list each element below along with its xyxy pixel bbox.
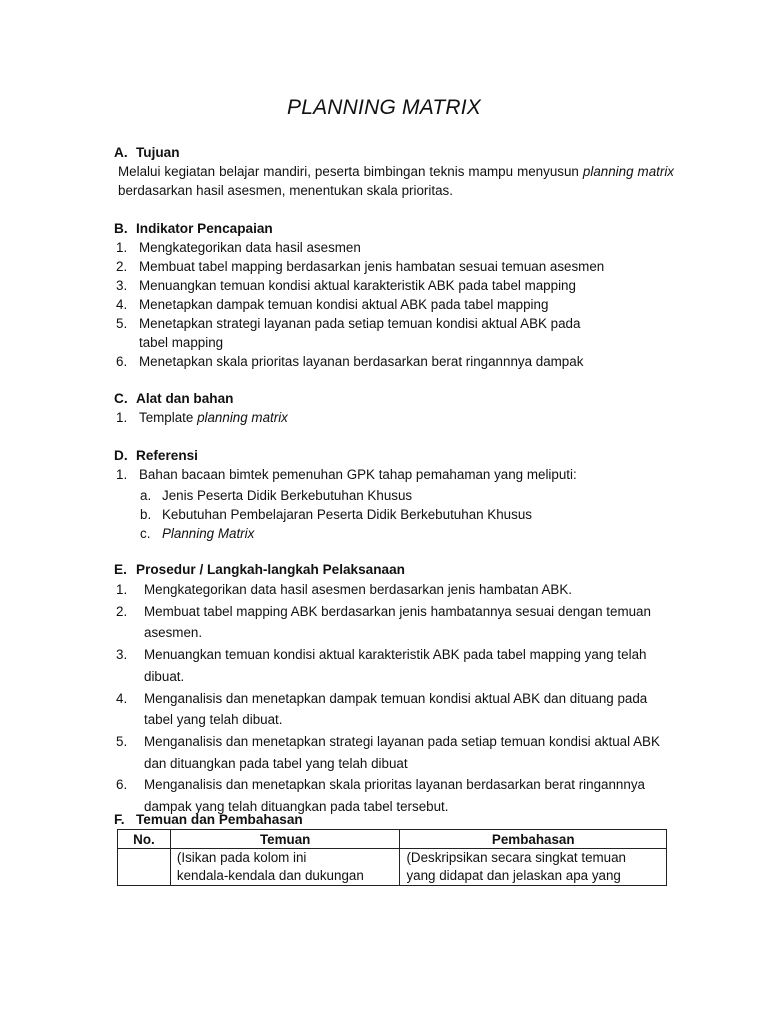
item-text-continued: dampak yang telah dituangkan pada tabel tersebut. bbox=[144, 799, 449, 815]
section-c bbox=[114, 391, 674, 427]
item-text: Membuat tabel mapping berdasarkan jenis hambatan sesuai temuan asesmen bbox=[139, 259, 605, 274]
item-text-continued: dan dituangkan pada tabel yang telah dibuat bbox=[144, 755, 408, 771]
reference-sub-list bbox=[114, 486, 674, 543]
column-header-temuan: Temuan bbox=[170, 830, 400, 849]
section-e-heading bbox=[114, 562, 674, 577]
section-f-title: Temuan dan Pembahasan bbox=[136, 812, 303, 827]
column-header-no: No. bbox=[118, 830, 171, 849]
section-c-heading bbox=[114, 391, 674, 406]
table-header-row bbox=[118, 830, 667, 849]
item-number: 3. bbox=[116, 647, 128, 663]
list-item bbox=[114, 486, 674, 505]
item-text: Planning Matrix bbox=[162, 526, 255, 541]
list-item bbox=[114, 644, 674, 687]
item-number: 1. bbox=[116, 410, 128, 425]
cell-text: (Isikan pada kolom ini bbox=[176, 850, 307, 865]
item-text: Mengkategorikan data hasil asesmen berdasarkan jenis hambatan ABK. bbox=[144, 582, 573, 597]
list-item bbox=[114, 601, 674, 644]
findings-table bbox=[117, 829, 667, 886]
item-text-continued: asesmen. bbox=[144, 625, 203, 641]
list-item bbox=[114, 505, 674, 524]
list-item bbox=[114, 688, 674, 731]
cell-text: (Deskripsikan secara singkat temuan bbox=[406, 850, 627, 865]
item-number: 5. bbox=[116, 316, 128, 331]
item-letter: b. bbox=[140, 507, 152, 522]
section-b-letter: B. bbox=[114, 221, 128, 236]
cell-temuan[interactable] bbox=[170, 849, 400, 886]
item-number: 2. bbox=[116, 259, 128, 274]
item-text: Mengkategorikan data hasil asesmen bbox=[139, 240, 361, 255]
list-item bbox=[114, 465, 674, 484]
section-d-heading bbox=[114, 448, 674, 463]
item-text: Menganalisis dan menetapkan skala prioritas layanan berdasarkan berat ringannnya bbox=[144, 777, 645, 793]
item-number: 6. bbox=[116, 354, 128, 369]
list-item bbox=[114, 408, 674, 427]
item-text: Template bbox=[139, 410, 198, 425]
paragraph-text-end: berdasarkan hasil asesmen, menentukan skala prioritas. bbox=[118, 183, 453, 198]
list-item bbox=[114, 731, 674, 774]
indicator-list bbox=[114, 238, 674, 371]
paragraph-text: Melalui kegiatan belajar mandiri, peserta bimbingan teknis mampu menyusun bbox=[118, 164, 583, 179]
item-letter: c. bbox=[140, 526, 151, 541]
cell-text: yang didapat dan jelaskan apa yang bbox=[406, 868, 621, 883]
list-item bbox=[114, 238, 674, 257]
list-item bbox=[114, 257, 674, 276]
item-number: 6. bbox=[116, 777, 128, 793]
section-e bbox=[114, 562, 674, 818]
reference-list bbox=[114, 465, 674, 484]
paragraph-italic-term: planning matrix bbox=[582, 164, 674, 179]
cell-text: kendala-kendala dan dukungan bbox=[176, 868, 364, 883]
section-d bbox=[114, 448, 674, 543]
section-c-title: Alat dan bahan bbox=[136, 391, 234, 406]
section-b-title: Indikator Pencapaian bbox=[136, 221, 273, 236]
item-number: 1. bbox=[116, 467, 128, 482]
item-text-continued: dibuat. bbox=[144, 668, 185, 684]
item-text: Menuangkan temuan kondisi aktual karakteristik ABK pada tabel mapping bbox=[139, 278, 576, 293]
section-b-heading bbox=[114, 221, 674, 236]
item-letter: a. bbox=[140, 488, 152, 503]
cell-pembahasan[interactable] bbox=[400, 849, 667, 886]
section-e-letter: E. bbox=[114, 562, 127, 577]
section-a-letter: A. bbox=[114, 145, 128, 160]
item-text: Menganalisis dan menetapkan strategi layanan pada setiap temuan kondisi aktual ABK bbox=[144, 733, 660, 749]
item-text: Menetapkan strategi layanan pada setiap temuan kondisi aktual ABK pada bbox=[139, 316, 581, 331]
item-text: Menuangkan temuan kondisi aktual karakteristik ABK pada tabel mapping yang telah bbox=[144, 647, 647, 663]
procedure-list bbox=[114, 579, 674, 818]
section-a-paragraph bbox=[118, 162, 674, 200]
section-a bbox=[114, 145, 674, 200]
section-b bbox=[114, 221, 674, 371]
item-text: Kebutuhan Pembelajaran Peserta Didik Berkebutuhan Khusus bbox=[162, 507, 532, 522]
cell-no[interactable] bbox=[118, 849, 171, 886]
item-text: Menetapkan skala prioritas layanan berdasarkan berat ringannnya dampak bbox=[139, 354, 584, 369]
item-text: Menganalisis dan menetapkan dampak temuan kondisi aktual ABK dan dituang pada bbox=[144, 690, 648, 706]
list-item bbox=[114, 314, 674, 352]
section-c-letter: C. bbox=[114, 391, 128, 406]
column-header-pembahasan: Pembahasan bbox=[400, 830, 667, 849]
list-item bbox=[114, 524, 674, 543]
list-item bbox=[114, 276, 674, 295]
item-number: 4. bbox=[116, 297, 128, 312]
section-d-title: Referensi bbox=[136, 448, 198, 463]
item-text: Jenis Peserta Didik Berkebutuhan Khusus bbox=[162, 488, 413, 503]
section-e-title: Prosedur / Langkah-langkah Pelaksanaan bbox=[136, 562, 405, 577]
list-item bbox=[114, 352, 674, 371]
section-f bbox=[114, 812, 674, 886]
item-text: Menetapkan dampak temuan kondisi aktual ABK pada tabel mapping bbox=[139, 297, 549, 312]
item-number: 4. bbox=[116, 690, 128, 706]
item-text: Bahan bacaan bimtek pemenuhan GPK tahap pemahaman yang meliputi: bbox=[139, 467, 577, 482]
tools-list bbox=[114, 408, 674, 427]
item-number: 1. bbox=[116, 240, 128, 255]
item-number: 3. bbox=[116, 278, 128, 293]
item-number: 2. bbox=[116, 603, 128, 619]
section-f-letter: F. bbox=[114, 812, 125, 827]
section-d-letter: D. bbox=[114, 448, 128, 463]
section-a-title: Tujuan bbox=[136, 145, 180, 160]
item-number: 1. bbox=[116, 582, 128, 597]
page-title: PLANNING MATRIX bbox=[287, 96, 481, 119]
section-f-heading bbox=[114, 812, 674, 827]
item-italic-term: planning matrix bbox=[197, 410, 288, 425]
list-item bbox=[114, 579, 674, 601]
item-text-continued: tabel mapping bbox=[139, 335, 224, 350]
item-text: Membuat tabel mapping ABK berdasarkan jenis hambatannya sesuai dengan temuan bbox=[144, 603, 651, 619]
section-a-heading bbox=[114, 145, 674, 160]
item-number: 5. bbox=[116, 733, 128, 749]
table-row bbox=[118, 849, 667, 886]
item-text-continued: tabel yang telah dibuat. bbox=[144, 712, 283, 728]
list-item bbox=[114, 295, 674, 314]
